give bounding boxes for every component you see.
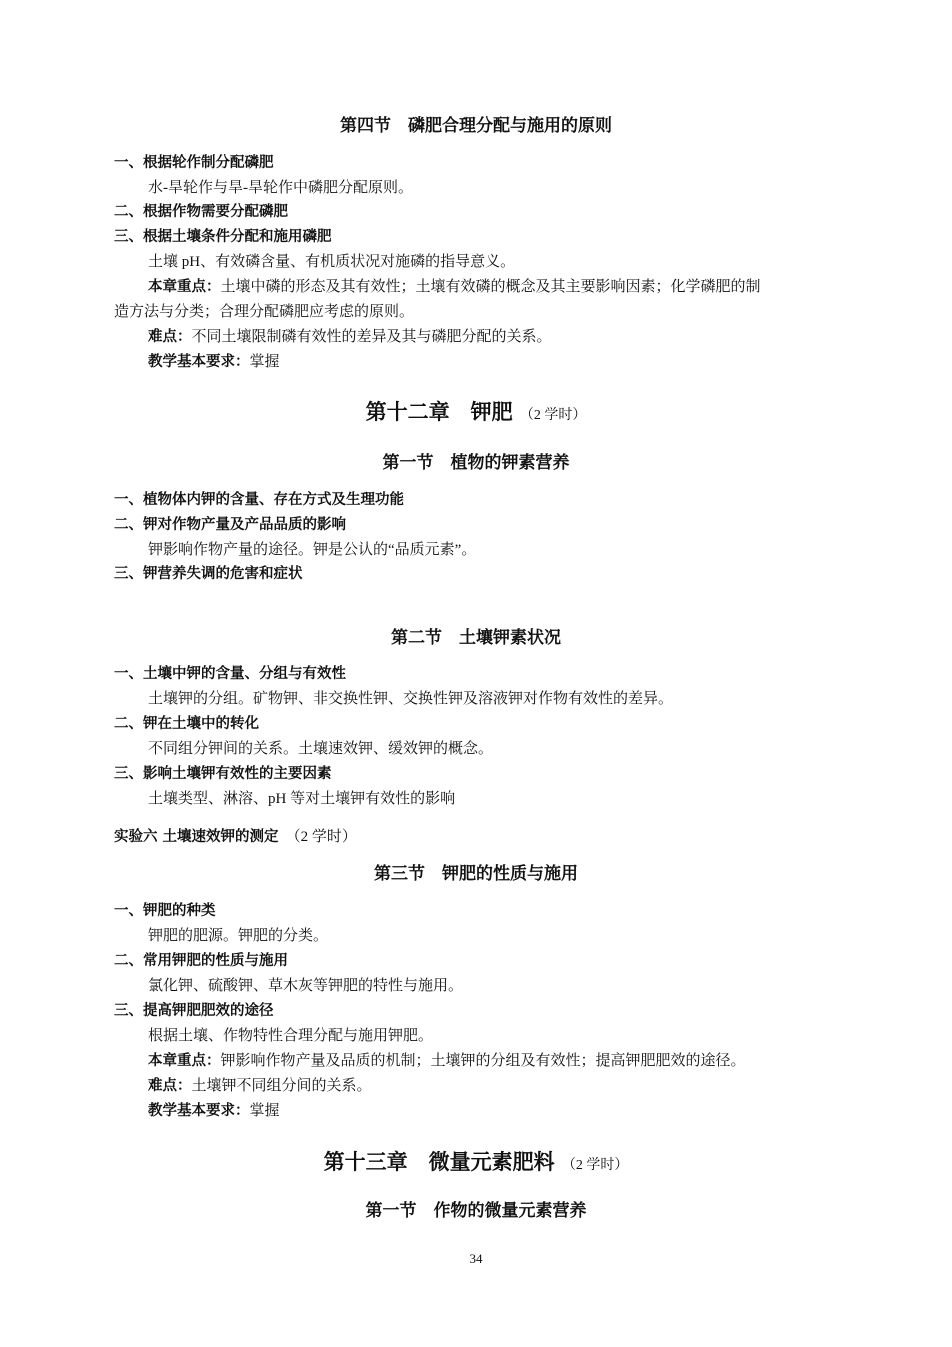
experiment-hours: （2 学时）	[293, 829, 357, 845]
heading: 二、钾对作物产量及产品品质的影响	[114, 517, 346, 533]
heading: 一、根据轮作制分配磷肥	[114, 155, 274, 171]
paragraph: 根据土壤、作物特性合理分配与施用钾肥。	[148, 1028, 434, 1044]
heading: 三、提高钾肥肥效的途径	[114, 1003, 274, 1019]
key-points	[148, 280, 761, 295]
heading: 二、钾在土壤中的转化	[114, 716, 259, 732]
difficulty-text: 不同土壤限制磷有效性的差异及其与磷肥分配的关系。	[191, 329, 552, 345]
section-title: 第一节 作物的微量元素营养	[365, 1201, 587, 1221]
requirement	[148, 355, 280, 370]
section-title: 第二节 土壤钾素状况	[391, 628, 561, 648]
paragraph: 钾影响作物产量的途径。钾是公认的“品质元素”。	[148, 542, 477, 558]
key-points	[148, 1054, 746, 1069]
difficulty-text: 土壤钾不同组分间的关系。	[191, 1078, 372, 1094]
heading: 一、钾肥的种类	[114, 903, 216, 919]
key-points-continued: 造方法与分类；合理分配磷肥应考虑的原则。	[114, 304, 415, 320]
paragraph: 氯化钾、硫酸钾、草木灰等钾肥的特性与施用。	[148, 978, 464, 994]
paragraph: 土壤 pH、有效磷含量、有机质状况对施磷的指导意义。	[148, 254, 516, 270]
requirement-text: 掌握	[249, 354, 280, 370]
heading: 一、土壤中钾的含量、分组与有效性	[114, 666, 346, 682]
paragraph: 土壤类型、淋溶、pH 等对土壤钾有效性的影响	[148, 791, 456, 807]
requirement-label: 教学基本要求：	[148, 1103, 250, 1119]
section-title: 第四节 磷肥合理分配与施用的原则	[340, 116, 612, 136]
paragraph: 钾肥的肥源。钾肥的分类。	[148, 928, 329, 944]
heading: 一、植物体内钾的含量、存在方式及生理功能	[114, 492, 404, 508]
section-title: 第一节 植物的钾素营养	[382, 453, 570, 473]
heading: 二、常用钾肥的性质与施用	[114, 953, 288, 969]
key-points-text: 钾影响作物产量及品质的机制；土壤钾的分组及有效性；提高钾肥肥效的途径。	[220, 1053, 746, 1069]
paragraph: 水-旱轮作与旱-旱轮作中磷肥分配原则。	[148, 180, 413, 196]
key-points-label: 本章重点：	[148, 1053, 221, 1069]
difficulty-label: 难点：	[148, 1078, 192, 1094]
experiment-label: 实验六 土壤速效钾的测定	[114, 829, 279, 845]
chapter-hours: （2 学时）	[561, 1158, 629, 1173]
heading: 三、根据土壤条件分配和施用磷肥	[114, 229, 332, 245]
experiment-title	[114, 830, 357, 845]
chapter-title	[0, 402, 952, 423]
difficulty	[148, 330, 552, 345]
chapter-title-text: 第十三章 微量元素肥料	[323, 1150, 555, 1174]
heading: 二、根据作物需要分配磷肥	[114, 204, 288, 220]
heading: 三、影响土壤钾有效性的主要因素	[114, 766, 332, 782]
heading: 三、钾营养失调的危害和症状	[114, 566, 303, 582]
requirement-text: 掌握	[249, 1103, 280, 1119]
requirement	[148, 1104, 280, 1119]
section-title: 第三节 钾肥的性质与施用	[374, 864, 578, 884]
chapter-title	[0, 1152, 952, 1173]
difficulty	[148, 1079, 372, 1094]
chapter-title-text: 第十二章 钾肥	[365, 400, 513, 424]
key-points-label: 本章重点：	[148, 279, 221, 295]
paragraph: 不同组分钾间的关系。土壤速效钾、缓效钾的概念。	[148, 741, 494, 757]
page-number: 34	[469, 1251, 483, 1266]
requirement-label: 教学基本要求：	[148, 354, 250, 370]
chapter-hours: （2 学时）	[519, 408, 587, 423]
key-points-text: 土壤中磷的形态及其有效性；土壤有效磷的概念及其主要影响因素；化学磷肥的制	[220, 279, 761, 295]
difficulty-label: 难点：	[148, 329, 192, 345]
paragraph: 土壤钾的分组。矿物钾、非交换性钾、交换性钾及溶液钾对作物有效性的差异。	[148, 691, 674, 707]
